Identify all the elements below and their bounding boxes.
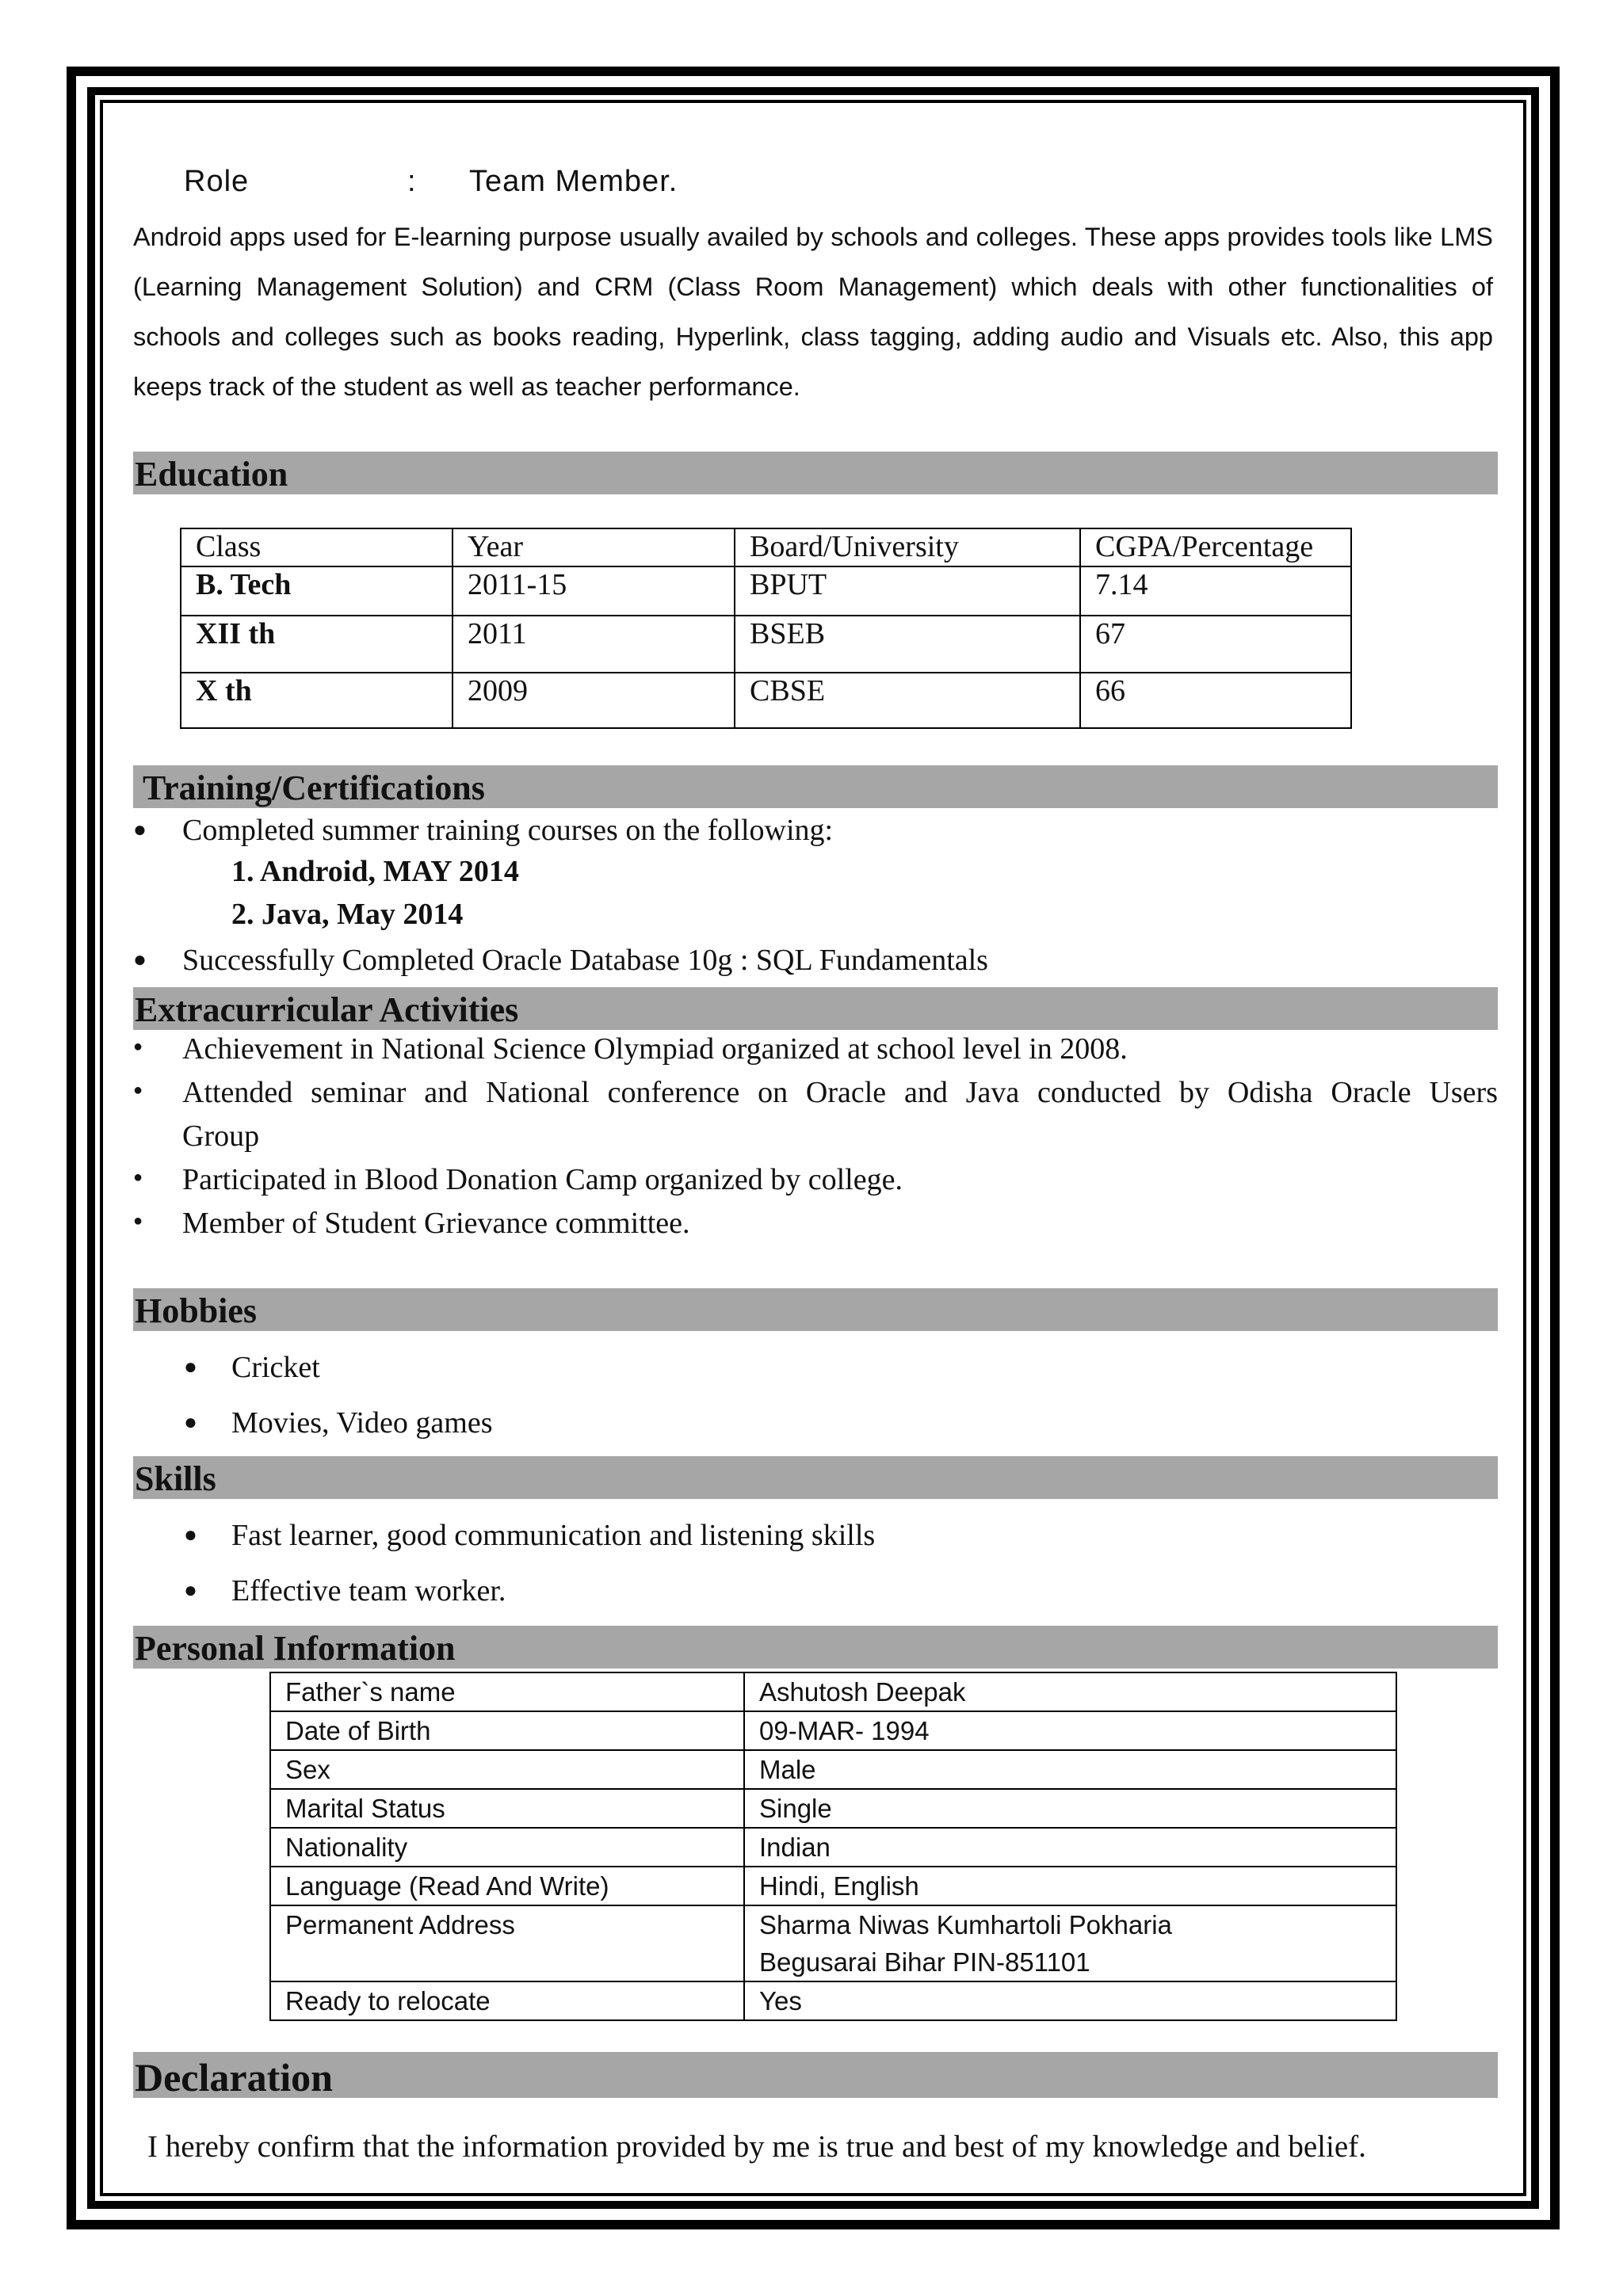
role-separator: :	[407, 165, 417, 198]
list-item: 2. Java, May 2014	[231, 898, 464, 931]
declaration-text: I hereby confirm that the information provided by me is true and best of my knowledge and belief.	[147, 2130, 1366, 2164]
table-cell: Yes	[744, 1981, 1396, 2020]
list-item: 1. Android, MAY 2014	[231, 855, 519, 888]
table-cell: 2009	[453, 673, 735, 728]
role-label: Role	[184, 165, 250, 198]
role-value: Team Member.	[469, 165, 678, 198]
list-item: Movies, Video games	[231, 1406, 493, 1440]
table-cell: Single	[744, 1789, 1396, 1828]
table-cell	[744, 1905, 1396, 1981]
table-row	[270, 1867, 1396, 1905]
project-description: Android apps used for E-learning purpose usually availed by schools and colleges. These apps provides tools like LMS (Learning Management Solution) and CRM (Class Room Management) which deals with other functionalities of schools and colleges such as books reading, Hyperlink, class tagging, adding audio and Visuals etc. Also, this app keeps track of the student as well as teacher performance.	[133, 223, 1493, 401]
table-cell: Permanent Address	[270, 1905, 744, 1981]
table-row	[270, 1981, 1396, 2020]
header-cell: Class	[181, 528, 453, 566]
table-cell: Ready to relocate	[270, 1981, 744, 2020]
table-cell: Sex	[270, 1750, 744, 1789]
bullet-icon: ●	[133, 1212, 143, 1230]
list-item: Successfully Completed Oracle Database 10g : SQL Fundamentals	[182, 944, 988, 977]
table-cell: Hindi, English	[744, 1867, 1396, 1905]
table-row	[270, 1828, 1396, 1867]
table-cell: 66	[1080, 673, 1351, 728]
education-table	[180, 528, 1352, 729]
list-item: Effective team worker.	[231, 1574, 506, 1608]
table-cell: Date of Birth	[270, 1711, 744, 1750]
bullet-icon: ●	[184, 1410, 197, 1435]
table-cell: XII th	[181, 616, 453, 673]
training-heading: Training/Certifications	[133, 765, 1498, 808]
bullet-icon: ●	[133, 818, 147, 842]
address-line: Begusarai Bihar PIN-851101	[759, 1947, 1090, 1977]
table-cell: BSEB	[735, 616, 1080, 673]
table-cell: 09-MAR- 1994	[744, 1711, 1396, 1750]
table-cell: BPUT	[735, 566, 1080, 616]
bullet-icon: ●	[133, 948, 147, 972]
list-item: Cricket	[231, 1351, 320, 1384]
list-item-continuation: Group	[182, 1119, 260, 1153]
personal-info-heading: Personal Information	[133, 1626, 1498, 1669]
table-cell: X th	[181, 673, 453, 728]
table-row	[181, 616, 1351, 673]
table-row	[270, 1750, 1396, 1789]
education-heading: Education	[133, 452, 1498, 494]
table-row	[270, 1672, 1396, 1711]
list-item: Completed summer training courses on the following:	[182, 814, 834, 847]
extracurricular-heading: Extracurricular Activities	[133, 987, 1498, 1030]
table-cell: Ashutosh Deepak	[744, 1672, 1396, 1711]
header-cell: Year	[453, 528, 735, 566]
declaration-heading: Declaration	[133, 2052, 1498, 2098]
personal-info-table	[269, 1672, 1397, 2021]
table-row	[270, 1789, 1396, 1828]
table-cell: 7.14	[1080, 566, 1351, 616]
bullet-icon: ●	[133, 1169, 143, 1186]
list-item: Attended seminar and National conference on Oracle and Java conducted by Odisha Oracle Users	[182, 1076, 1498, 1109]
list-item: Member of Student Grievance committee.	[182, 1207, 690, 1240]
table-cell: Male	[744, 1750, 1396, 1789]
bullet-icon: ●	[184, 1355, 197, 1379]
table-cell: 2011	[453, 616, 735, 673]
table-row	[181, 566, 1351, 616]
list-item: Fast learner, good communication and listening skills	[231, 1519, 876, 1552]
bullet-icon: ●	[184, 1578, 197, 1603]
bullet-icon: ●	[133, 1038, 143, 1055]
list-item: Participated in Blood Donation Camp organized by college.	[182, 1163, 903, 1196]
hobbies-heading: Hobbies	[133, 1288, 1498, 1331]
bullet-icon: ●	[133, 1081, 143, 1099]
table-row	[270, 1905, 1396, 1981]
table-cell: Indian	[744, 1828, 1396, 1867]
table-header-row	[181, 528, 1351, 566]
table-row	[270, 1711, 1396, 1750]
table-row	[181, 673, 1351, 728]
table-cell: B. Tech	[181, 566, 453, 616]
address-line: Sharma Niwas Kumhartoli Pokharia	[759, 1910, 1172, 1939]
table-cell: Nationality	[270, 1828, 744, 1867]
table-cell: 2011-15	[453, 566, 735, 616]
header-cell: CGPA/Percentage	[1080, 528, 1351, 566]
list-item: Achievement in National Science Olympiad organized at school level in 2008.	[182, 1032, 1128, 1066]
table-cell: Father`s name	[270, 1672, 744, 1711]
table-cell: 67	[1080, 616, 1351, 673]
header-cell: Board/University	[735, 528, 1080, 566]
table-cell: Marital Status	[270, 1789, 744, 1828]
table-cell: Language (Read And Write)	[270, 1867, 744, 1905]
skills-heading: Skills	[133, 1456, 1498, 1499]
bullet-icon: ●	[184, 1523, 197, 1547]
table-cell: CBSE	[735, 673, 1080, 728]
